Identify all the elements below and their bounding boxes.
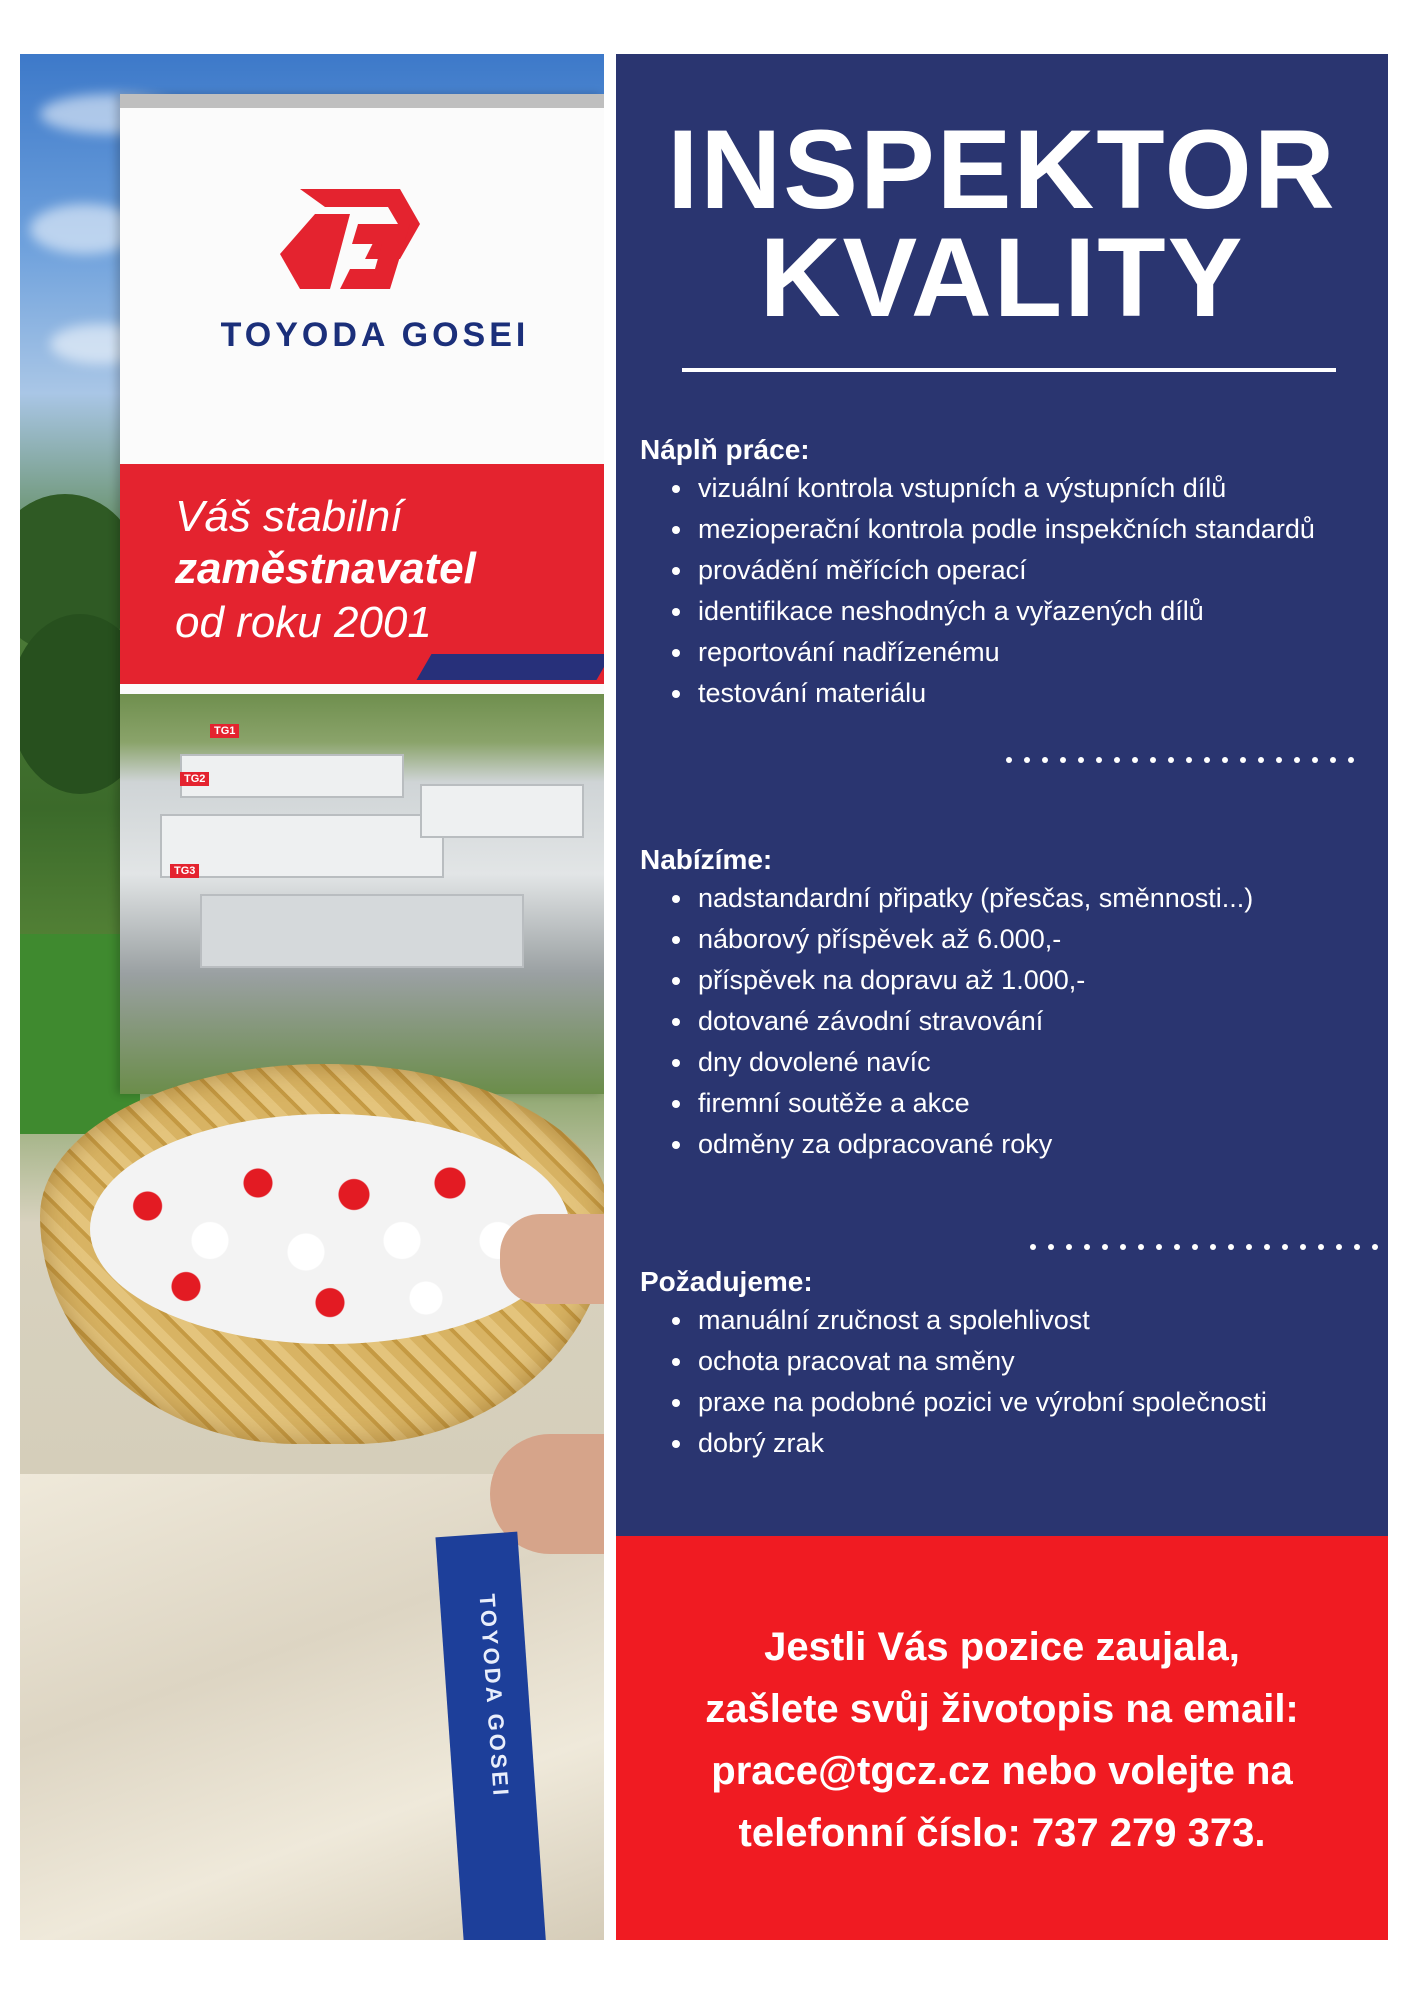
list-item: náborový příspěvek až 6.000,- bbox=[666, 919, 1253, 960]
banner-slogan bbox=[120, 464, 604, 684]
offer-heading: Nabízíme: bbox=[640, 844, 773, 875]
title-divider bbox=[682, 368, 1336, 372]
contact-panel bbox=[616, 1536, 1388, 1940]
rollup-banner bbox=[120, 94, 604, 1094]
requirements-heading: Požadujeme: bbox=[640, 1266, 813, 1297]
list-item: provádění měřících operací bbox=[666, 550, 1315, 591]
list-item: odměny za odpracované roky bbox=[666, 1124, 1253, 1165]
list-item: vizuální kontrola vstupních a výstupních dílů bbox=[666, 468, 1315, 509]
list-item: reportování nadřízenému bbox=[666, 632, 1315, 673]
list-item: dotované závodní stravování bbox=[666, 1001, 1253, 1042]
logo-text: TOYODA GOSEI bbox=[220, 316, 530, 354]
requirements-list bbox=[666, 1300, 1267, 1464]
candies bbox=[90, 1114, 570, 1344]
list-item: praxe na podobné pozici ve výrobní společnosti bbox=[666, 1382, 1267, 1423]
slogan-line-3: od roku 2001 bbox=[175, 598, 432, 647]
slogan-line-1: Váš stabilní bbox=[175, 492, 403, 541]
list-item: dobrý zrak bbox=[666, 1423, 1267, 1464]
list-item: identifikace neshodných a vyřazených dílů bbox=[666, 591, 1315, 632]
contact-line-4-phone[interactable]: telefonní číslo: 737 279 373. bbox=[738, 1811, 1266, 1855]
contact-text bbox=[616, 1616, 1388, 1864]
toyoda-gosei-tg-logo-icon bbox=[270, 179, 430, 299]
dotted-divider bbox=[1030, 1244, 1380, 1250]
promo-photo bbox=[20, 54, 604, 1940]
list-item: firemní soutěže a akce bbox=[666, 1083, 1253, 1124]
contact-line-3-email[interactable]: prace@tgcz.cz nebo volejte na bbox=[711, 1749, 1293, 1793]
list-item: dny dovolené navíc bbox=[666, 1042, 1253, 1083]
list-item: mezioperační kontrola podle inspekčních standardů bbox=[666, 509, 1315, 550]
dotted-divider bbox=[1006, 757, 1356, 763]
offer-list bbox=[666, 878, 1253, 1165]
contact-line-2: zašlete svůj životopis na email: bbox=[705, 1687, 1299, 1731]
job-title bbox=[616, 107, 1388, 340]
duties-heading: Náplň práce: bbox=[640, 434, 810, 465]
job-details-panel bbox=[616, 54, 1388, 1536]
list-item: nadstandardní připatky (přesčas, směnnosti...) bbox=[666, 878, 1253, 919]
hand bbox=[500, 1214, 604, 1304]
duties-list bbox=[666, 468, 1315, 714]
list-item: testování materiálu bbox=[666, 673, 1315, 714]
list-item: ochota pracovat na směny bbox=[666, 1341, 1267, 1382]
job-title-line-1: INSPEKTOR bbox=[667, 107, 1337, 232]
contact-line-1: Jestli Vás pozice zaujala, bbox=[764, 1625, 1240, 1669]
slogan-line-2: zaměstnavatel bbox=[175, 544, 476, 593]
list-item: manuální zručnost a spolehlivost bbox=[666, 1300, 1267, 1341]
list-item: příspěvek na dopravu až 1.000,- bbox=[666, 960, 1253, 1001]
job-title-line-2: KVALITY bbox=[759, 215, 1245, 340]
factory-aerial-image: TG1 TG2 TG3 bbox=[120, 694, 604, 1094]
lanyard-text: TOYODA GOSEI bbox=[474, 1593, 514, 1799]
